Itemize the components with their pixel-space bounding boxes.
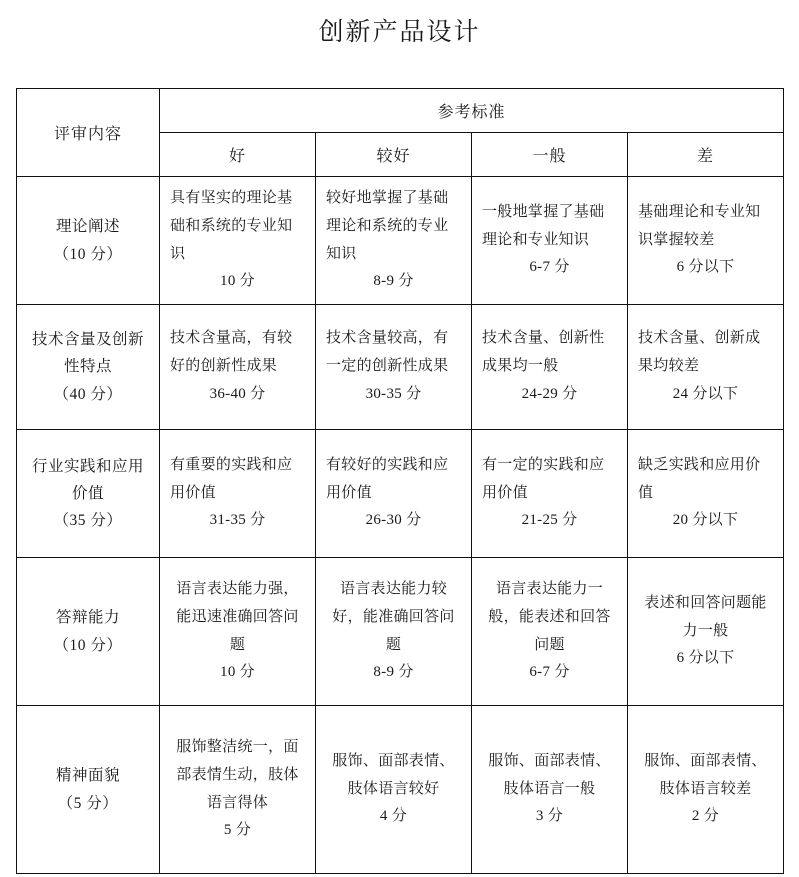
table-row [17, 430, 784, 558]
cell-description: 一般地掌握了基础理论和专业知识 [482, 203, 605, 248]
cell-score: 21-25 分 [521, 512, 578, 529]
cell-tech-poor [628, 305, 784, 430]
table-row [17, 177, 784, 305]
criteria-industry-application [17, 430, 160, 558]
criteria-score: （35 分） [53, 512, 123, 530]
cell-score: 26-30 分 [365, 512, 422, 529]
cell-defense-average [472, 558, 628, 706]
table-row [17, 706, 784, 874]
cell-score: 24-29 分 [521, 385, 578, 402]
table-header-row-top [17, 89, 784, 133]
page-title: 创新产品设计 [318, 19, 481, 46]
cell-industry-good [160, 430, 316, 558]
cell-description: 服饰、面部表情、肢体语言较差 [644, 752, 767, 797]
criteria-score: （10 分） [53, 245, 123, 263]
cell-score: 6-7 分 [529, 259, 570, 276]
cell-description: 具有坚实的理论基础和系统的专业知识 [170, 190, 293, 262]
header-level-poor: 差 [628, 133, 784, 177]
header-reference-standard: 参考标准 [160, 89, 784, 133]
cell-theory-average [472, 177, 628, 305]
cell-description: 技术含量、创新性成果均一般 [482, 330, 605, 375]
criteria-defense-ability [17, 558, 160, 706]
table-row [17, 305, 784, 430]
criteria-name: 答辩能力 [55, 609, 120, 627]
cell-score: 8-9 分 [373, 664, 414, 681]
cell-description: 表述和回答问题能力一般 [644, 594, 767, 639]
cell-description: 语言表达能力强，能迅速准确回答问题 [176, 581, 299, 653]
cell-spirit-poor [628, 706, 784, 874]
criteria-spirit-appearance [17, 706, 160, 874]
cell-score: 4 分 [379, 808, 408, 825]
cell-score: 6 分以下 [676, 650, 735, 667]
criteria-score: （40 分） [53, 385, 123, 403]
cell-description: 服饰整洁统一，面部表情生动，肢体语言得体 [176, 739, 299, 811]
criteria-score: （10 分） [53, 636, 123, 654]
criteria-score: （5 分） [57, 794, 119, 812]
evaluation-rubric-table [16, 88, 784, 874]
cell-theory-poor [628, 177, 784, 305]
cell-description: 缺乏实践和应用价值 [638, 456, 761, 501]
cell-score: 30-35 分 [365, 385, 422, 402]
cell-score: 10 分 [220, 664, 255, 681]
header-level-good: 好 [160, 133, 316, 177]
cell-score: 6 分以下 [676, 259, 735, 276]
rubric-table-container [0, 88, 799, 874]
cell-description: 技术含量高，有较好的创新性成果 [170, 330, 293, 375]
cell-industry-poor [628, 430, 784, 558]
cell-spirit-good [160, 706, 316, 874]
cell-score: 2 分 [691, 808, 720, 825]
cell-description: 有一定的实践和应用价值 [482, 456, 605, 501]
criteria-name: 理论阐述 [55, 218, 120, 236]
cell-tech-average [472, 305, 628, 430]
cell-theory-good [160, 177, 316, 305]
cell-defense-fairly-good [316, 558, 472, 706]
cell-description: 技术含量较高，有一定的创新性成果 [326, 330, 449, 375]
cell-score: 24 分以下 [672, 385, 739, 402]
cell-spirit-fairly-good [316, 706, 472, 874]
criteria-theory [17, 177, 160, 305]
cell-score: 10 分 [220, 273, 255, 290]
cell-defense-poor [628, 558, 784, 706]
cell-score: 5 分 [223, 822, 252, 839]
cell-description: 语言表达能力一般，能表述和回答问题 [488, 581, 611, 653]
header-level-fairly-good: 较好 [316, 133, 472, 177]
criteria-name: 行业实践和应用价值 [31, 457, 144, 502]
criteria-technical-innovation [17, 305, 160, 430]
cell-score: 3 分 [535, 808, 564, 825]
cell-description: 有较好的实践和应用价值 [326, 456, 449, 501]
cell-tech-good [160, 305, 316, 430]
cell-spirit-average [472, 706, 628, 874]
criteria-name: 精神面貌 [55, 767, 120, 785]
header-level-average: 一般 [472, 133, 628, 177]
cell-description: 基础理论和专业知识掌握较差 [638, 203, 761, 248]
header-criteria: 评审内容 [17, 89, 160, 177]
cell-description: 较好地掌握了基础理论和系统的专业知识 [326, 190, 449, 262]
cell-industry-average [472, 430, 628, 558]
cell-industry-fairly-good [316, 430, 472, 558]
cell-description: 技术含量、创新成果均较差 [638, 330, 761, 375]
cell-description: 语言表达能力较好，能准确回答问题 [332, 581, 455, 653]
cell-defense-good [160, 558, 316, 706]
cell-score: 36-40 分 [209, 385, 266, 402]
cell-score: 8-9 分 [373, 273, 414, 290]
criteria-name: 技术含量及创新性特点 [31, 331, 144, 376]
table-row [17, 558, 784, 706]
cell-description: 服饰、面部表情、肢体语言较好 [332, 752, 455, 797]
cell-theory-fairly-good [316, 177, 472, 305]
cell-description: 有重要的实践和应用价值 [170, 456, 293, 501]
cell-score: 6-7 分 [529, 664, 570, 681]
cell-score: 20 分以下 [672, 512, 739, 529]
cell-description: 服饰、面部表情、肢体语言一般 [488, 752, 611, 797]
cell-score: 31-35 分 [209, 512, 266, 529]
cell-tech-fairly-good [316, 305, 472, 430]
